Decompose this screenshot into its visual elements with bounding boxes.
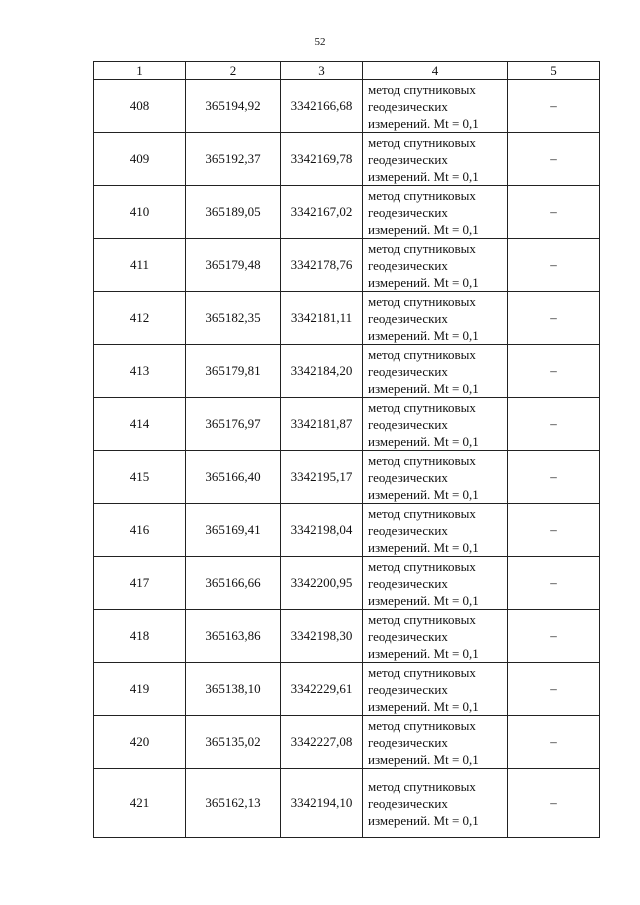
method-cell bbox=[363, 716, 508, 769]
method-cell bbox=[363, 610, 508, 663]
method-text-line: геодезических bbox=[368, 681, 448, 697]
table-row bbox=[94, 557, 600, 610]
method-text-line: геодезических bbox=[368, 575, 448, 591]
column-header-3: 3 bbox=[281, 62, 363, 80]
page-number: 52 bbox=[314, 36, 326, 48]
x-coordinate-cell: 365194,92 bbox=[186, 80, 281, 133]
table-header-row bbox=[94, 62, 600, 80]
x-coordinate-cell: 365189,05 bbox=[186, 186, 281, 239]
method-text-line: геодезических bbox=[368, 469, 448, 485]
method-text-line: измерений. Mt = 0,1 bbox=[368, 433, 479, 449]
coordinates-table bbox=[93, 61, 600, 838]
point-number-cell: 416 bbox=[94, 504, 186, 557]
table-row bbox=[94, 345, 600, 398]
method-text-line: измерений. Mt = 0,1 bbox=[368, 274, 479, 290]
method-text-line: метод спутниковых bbox=[368, 293, 476, 309]
x-coordinate-cell: 365182,35 bbox=[186, 292, 281, 345]
x-coordinate-cell: 365138,10 bbox=[186, 663, 281, 716]
method-text-line: метод спутниковых bbox=[368, 611, 476, 627]
x-coordinate-cell: 365163,86 bbox=[186, 610, 281, 663]
method-text-line: метод спутниковых bbox=[368, 452, 476, 468]
note-cell: – bbox=[508, 398, 600, 451]
point-number-cell: 411 bbox=[94, 239, 186, 292]
point-number-cell: 419 bbox=[94, 663, 186, 716]
method-text-line: измерений. Mt = 0,1 bbox=[368, 539, 479, 555]
method-text-line: измерений. Mt = 0,1 bbox=[368, 645, 479, 661]
note-cell: – bbox=[508, 663, 600, 716]
x-coordinate-cell: 365166,40 bbox=[186, 451, 281, 504]
table-row bbox=[94, 292, 600, 345]
method-text-line: метод спутниковых bbox=[368, 399, 476, 415]
method-cell bbox=[363, 80, 508, 133]
y-coordinate-cell: 3342169,78 bbox=[281, 133, 363, 186]
y-coordinate-cell: 3342229,61 bbox=[281, 663, 363, 716]
method-text-line: измерений. Mt = 0,1 bbox=[368, 115, 479, 131]
method-text-line: геодезических bbox=[368, 795, 448, 811]
y-coordinate-cell: 3342166,68 bbox=[281, 80, 363, 133]
point-number-cell: 414 bbox=[94, 398, 186, 451]
column-header-1: 1 bbox=[94, 62, 186, 80]
note-cell: – bbox=[508, 292, 600, 345]
x-coordinate-cell: 365176,97 bbox=[186, 398, 281, 451]
table-row bbox=[94, 451, 600, 504]
table-row bbox=[94, 398, 600, 451]
x-coordinate-cell: 365166,66 bbox=[186, 557, 281, 610]
note-cell: – bbox=[508, 345, 600, 398]
y-coordinate-cell: 3342181,87 bbox=[281, 398, 363, 451]
method-text-line: измерений. Mt = 0,1 bbox=[368, 486, 479, 502]
y-coordinate-cell: 3342227,08 bbox=[281, 716, 363, 769]
y-coordinate-cell: 3342198,04 bbox=[281, 504, 363, 557]
x-coordinate-cell: 365179,48 bbox=[186, 239, 281, 292]
method-text-line: метод спутниковых bbox=[368, 240, 476, 256]
note-cell: – bbox=[508, 451, 600, 504]
note-cell: – bbox=[508, 557, 600, 610]
note-cell: – bbox=[508, 239, 600, 292]
note-cell: – bbox=[508, 504, 600, 557]
x-coordinate-cell: 365192,37 bbox=[186, 133, 281, 186]
method-text-line: измерений. Mt = 0,1 bbox=[368, 751, 479, 767]
method-cell bbox=[363, 663, 508, 716]
table-row bbox=[94, 610, 600, 663]
method-text-line: геодезических bbox=[368, 151, 448, 167]
y-coordinate-cell: 3342195,17 bbox=[281, 451, 363, 504]
method-text-line: метод спутниковых bbox=[368, 346, 476, 362]
point-number-cell: 412 bbox=[94, 292, 186, 345]
method-cell bbox=[363, 133, 508, 186]
method-text-line: геодезических bbox=[368, 416, 448, 432]
note-cell: – bbox=[508, 80, 600, 133]
method-cell bbox=[363, 769, 508, 838]
method-cell bbox=[363, 451, 508, 504]
method-text-line: измерений. Mt = 0,1 bbox=[368, 812, 479, 828]
method-text-line: геодезических bbox=[368, 522, 448, 538]
table-row bbox=[94, 716, 600, 769]
method-cell bbox=[363, 557, 508, 610]
x-coordinate-cell: 365169,41 bbox=[186, 504, 281, 557]
note-cell: – bbox=[508, 716, 600, 769]
y-coordinate-cell: 3342200,95 bbox=[281, 557, 363, 610]
point-number-cell: 420 bbox=[94, 716, 186, 769]
method-cell bbox=[363, 292, 508, 345]
method-text-line: измерений. Mt = 0,1 bbox=[368, 221, 479, 237]
method-text-line: геодезических bbox=[368, 257, 448, 273]
method-text-line: измерений. Mt = 0,1 bbox=[368, 698, 479, 714]
point-number-cell: 409 bbox=[94, 133, 186, 186]
y-coordinate-cell: 3342167,02 bbox=[281, 186, 363, 239]
y-coordinate-cell: 3342181,11 bbox=[281, 292, 363, 345]
method-text-line: измерений. Mt = 0,1 bbox=[368, 380, 479, 396]
column-header-4: 4 bbox=[363, 62, 508, 80]
method-text-line: метод спутниковых bbox=[368, 134, 476, 150]
y-coordinate-cell: 3342194,10 bbox=[281, 769, 363, 838]
method-text-line: метод спутниковых bbox=[368, 664, 476, 680]
method-cell bbox=[363, 186, 508, 239]
table-row bbox=[94, 186, 600, 239]
method-text-line: метод спутниковых bbox=[368, 717, 476, 733]
table-row bbox=[94, 80, 600, 133]
method-cell bbox=[363, 504, 508, 557]
method-text-line: геодезических bbox=[368, 363, 448, 379]
method-cell bbox=[363, 239, 508, 292]
table-row bbox=[94, 239, 600, 292]
table-body bbox=[94, 80, 600, 838]
table-row bbox=[94, 133, 600, 186]
note-cell: – bbox=[508, 769, 600, 838]
point-number-cell: 410 bbox=[94, 186, 186, 239]
note-cell: – bbox=[508, 133, 600, 186]
method-text-line: метод спутниковых bbox=[368, 558, 476, 574]
column-header-5: 5 bbox=[508, 62, 600, 80]
method-text-line: метод спутниковых bbox=[368, 81, 476, 97]
method-text-line: измерений. Mt = 0,1 bbox=[368, 168, 479, 184]
point-number-cell: 415 bbox=[94, 451, 186, 504]
y-coordinate-cell: 3342198,30 bbox=[281, 610, 363, 663]
x-coordinate-cell: 365179,81 bbox=[186, 345, 281, 398]
x-coordinate-cell: 365135,02 bbox=[186, 716, 281, 769]
method-text-line: измерений. Mt = 0,1 bbox=[368, 592, 479, 608]
point-number-cell: 421 bbox=[94, 769, 186, 838]
method-cell bbox=[363, 398, 508, 451]
method-cell bbox=[363, 345, 508, 398]
table-row bbox=[94, 663, 600, 716]
point-number-cell: 408 bbox=[94, 80, 186, 133]
method-text-line: метод спутниковых bbox=[368, 187, 476, 203]
point-number-cell: 418 bbox=[94, 610, 186, 663]
method-text-line: геодезических bbox=[368, 310, 448, 326]
method-text-line: геодезических bbox=[368, 734, 448, 750]
table-row bbox=[94, 504, 600, 557]
point-number-cell: 417 bbox=[94, 557, 186, 610]
method-text-line: измерений. Mt = 0,1 bbox=[368, 327, 479, 343]
method-text-line: метод спутниковых bbox=[368, 505, 476, 521]
note-cell: – bbox=[508, 610, 600, 663]
y-coordinate-cell: 3342184,20 bbox=[281, 345, 363, 398]
method-text-line: геодезических bbox=[368, 204, 448, 220]
column-header-2: 2 bbox=[186, 62, 281, 80]
x-coordinate-cell: 365162,13 bbox=[186, 769, 281, 838]
point-number-cell: 413 bbox=[94, 345, 186, 398]
method-text-line: геодезических bbox=[368, 628, 448, 644]
method-text-line: геодезических bbox=[368, 98, 448, 114]
table-row bbox=[94, 769, 600, 838]
method-text-line: метод спутниковых bbox=[368, 778, 476, 794]
note-cell: – bbox=[508, 186, 600, 239]
y-coordinate-cell: 3342178,76 bbox=[281, 239, 363, 292]
